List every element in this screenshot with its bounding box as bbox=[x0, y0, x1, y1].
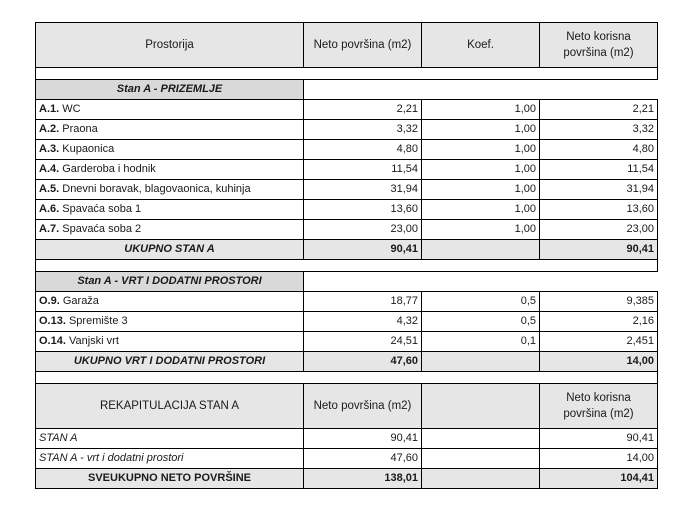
room-name: Garaža bbox=[59, 295, 99, 307]
table-row bbox=[36, 312, 658, 332]
room-coef: 1,00 bbox=[422, 100, 540, 120]
room-usable-area: 23,00 bbox=[540, 220, 658, 240]
recap-header-blank bbox=[422, 384, 540, 429]
table-row bbox=[36, 120, 658, 140]
area-table bbox=[35, 22, 658, 489]
section-a-total-coef bbox=[422, 240, 540, 260]
grand-total-label: SVEUKUPNO NETO POVRŠINE bbox=[36, 469, 304, 489]
room-cell bbox=[36, 160, 304, 180]
room-usable-area: 2,451 bbox=[540, 332, 658, 352]
section-b-title: Stan A - VRT I DODATNI PROSTORI bbox=[36, 272, 304, 292]
room-coef: 0,5 bbox=[422, 312, 540, 332]
room-code: A.6. bbox=[39, 203, 60, 215]
section-a-total-label: UKUPNO STAN A bbox=[36, 240, 304, 260]
room-net-area: 23,00 bbox=[304, 220, 422, 240]
recap-label: STAN A bbox=[36, 429, 304, 449]
table-row bbox=[36, 292, 658, 312]
recap-coef bbox=[422, 449, 540, 469]
room-usable-area: 3,32 bbox=[540, 120, 658, 140]
room-usable-area: 31,94 bbox=[540, 180, 658, 200]
room-code: A.7. bbox=[39, 223, 60, 235]
room-usable-area: 4,80 bbox=[540, 140, 658, 160]
room-usable-area: 13,60 bbox=[540, 200, 658, 220]
header-coef: Koef. bbox=[422, 23, 540, 68]
room-net-area: 3,32 bbox=[304, 120, 422, 140]
grand-total-area: 138,01 bbox=[304, 469, 422, 489]
room-net-area: 24,51 bbox=[304, 332, 422, 352]
room-usable-area: 2,16 bbox=[540, 312, 658, 332]
table-row bbox=[36, 220, 658, 240]
recap-header-usable-area: Neto korisna površina (m2) bbox=[540, 384, 658, 429]
room-name: Vanjski vrt bbox=[65, 335, 119, 347]
room-net-area: 13,60 bbox=[304, 200, 422, 220]
room-name: Spavaća soba 2 bbox=[59, 223, 142, 235]
recap-net-area: 90,41 bbox=[304, 429, 422, 449]
room-code: O.14. bbox=[39, 335, 66, 347]
room-coef: 1,00 bbox=[422, 220, 540, 240]
recap-coef bbox=[422, 429, 540, 449]
section-b-total-net: 14,00 bbox=[540, 352, 658, 372]
recap-rows bbox=[36, 429, 658, 469]
table-row bbox=[36, 449, 658, 469]
section-a-title: Stan A - PRIZEMLJE bbox=[36, 80, 304, 100]
recap-net-area: 47,60 bbox=[304, 449, 422, 469]
table-row bbox=[36, 200, 658, 220]
section-b-total-area: 47,60 bbox=[304, 352, 422, 372]
room-usable-area: 9,385 bbox=[540, 292, 658, 312]
room-name: WC bbox=[59, 103, 81, 115]
table-row bbox=[36, 140, 658, 160]
spacer-row bbox=[36, 372, 658, 384]
section-b-rows bbox=[36, 292, 658, 352]
section-a-title-row bbox=[36, 80, 658, 100]
grand-total-coef bbox=[422, 469, 540, 489]
room-code: A.4. bbox=[39, 163, 60, 175]
room-usable-area: 2,21 bbox=[540, 100, 658, 120]
recap-header-title: REKAPITULACIJA STAN A bbox=[36, 384, 304, 429]
room-net-area: 4,80 bbox=[304, 140, 422, 160]
section-a-total-area: 90,41 bbox=[304, 240, 422, 260]
header-rooms: Prostorija bbox=[36, 23, 304, 68]
recap-label: STAN A - vrt i dodatni prostori bbox=[36, 449, 304, 469]
header-usable-area: Neto korisna površina (m2) bbox=[540, 23, 658, 68]
room-coef: 0,5 bbox=[422, 292, 540, 312]
room-net-area: 4,32 bbox=[304, 312, 422, 332]
section-b-total-row bbox=[36, 352, 658, 372]
room-code: A.1. bbox=[39, 103, 60, 115]
room-cell bbox=[36, 140, 304, 160]
room-name: Spavaća soba 1 bbox=[59, 203, 142, 215]
recap-usable-area: 90,41 bbox=[540, 429, 658, 449]
section-b-total-label: UKUPNO VRT I DODATNI PROSTORI bbox=[36, 352, 304, 372]
table-row bbox=[36, 429, 658, 449]
room-cell bbox=[36, 220, 304, 240]
spacer-row bbox=[36, 260, 658, 272]
room-net-area: 31,94 bbox=[304, 180, 422, 200]
room-name: Praona bbox=[59, 123, 98, 135]
room-name: Dnevni boravak, blagovaonica, kuhinja bbox=[59, 183, 251, 195]
recap-header-net-area: Neto površina (m2) bbox=[304, 384, 422, 429]
header-row bbox=[36, 23, 658, 68]
room-coef: 1,00 bbox=[422, 140, 540, 160]
table-row bbox=[36, 332, 658, 352]
room-coef: 0,1 bbox=[422, 332, 540, 352]
room-code: O.13. bbox=[39, 315, 66, 327]
section-a-total-net: 90,41 bbox=[540, 240, 658, 260]
room-cell bbox=[36, 332, 304, 352]
room-code: A.5. bbox=[39, 183, 60, 195]
area-table-sheet bbox=[35, 22, 657, 489]
header-net-area: Neto površina (m2) bbox=[304, 23, 422, 68]
section-a-total-row bbox=[36, 240, 658, 260]
room-coef: 1,00 bbox=[422, 180, 540, 200]
spacer-row bbox=[36, 68, 658, 80]
room-coef: 1,00 bbox=[422, 160, 540, 180]
grand-total-net: 104,41 bbox=[540, 469, 658, 489]
room-name: Garderoba i hodnik bbox=[59, 163, 156, 175]
room-name: Kupaonica bbox=[59, 143, 115, 155]
recap-usable-area: 14,00 bbox=[540, 449, 658, 469]
room-code: A.2. bbox=[39, 123, 60, 135]
room-net-area: 11,54 bbox=[304, 160, 422, 180]
room-usable-area: 11,54 bbox=[540, 160, 658, 180]
room-code: A.3. bbox=[39, 143, 60, 155]
table-row bbox=[36, 180, 658, 200]
room-code: O.9. bbox=[39, 295, 60, 307]
room-net-area: 18,77 bbox=[304, 292, 422, 312]
room-cell bbox=[36, 120, 304, 140]
room-cell bbox=[36, 180, 304, 200]
table-row bbox=[36, 160, 658, 180]
room-coef: 1,00 bbox=[422, 120, 540, 140]
section-b-title-row bbox=[36, 272, 658, 292]
room-cell bbox=[36, 200, 304, 220]
room-cell bbox=[36, 100, 304, 120]
section-b-total-coef bbox=[422, 352, 540, 372]
recap-header-row bbox=[36, 384, 658, 429]
room-cell bbox=[36, 292, 304, 312]
grand-total-row bbox=[36, 469, 658, 489]
table-row bbox=[36, 100, 658, 120]
section-a-rows bbox=[36, 100, 658, 240]
room-name: Spremište 3 bbox=[65, 315, 128, 327]
room-net-area: 2,21 bbox=[304, 100, 422, 120]
room-cell bbox=[36, 312, 304, 332]
room-coef: 1,00 bbox=[422, 200, 540, 220]
